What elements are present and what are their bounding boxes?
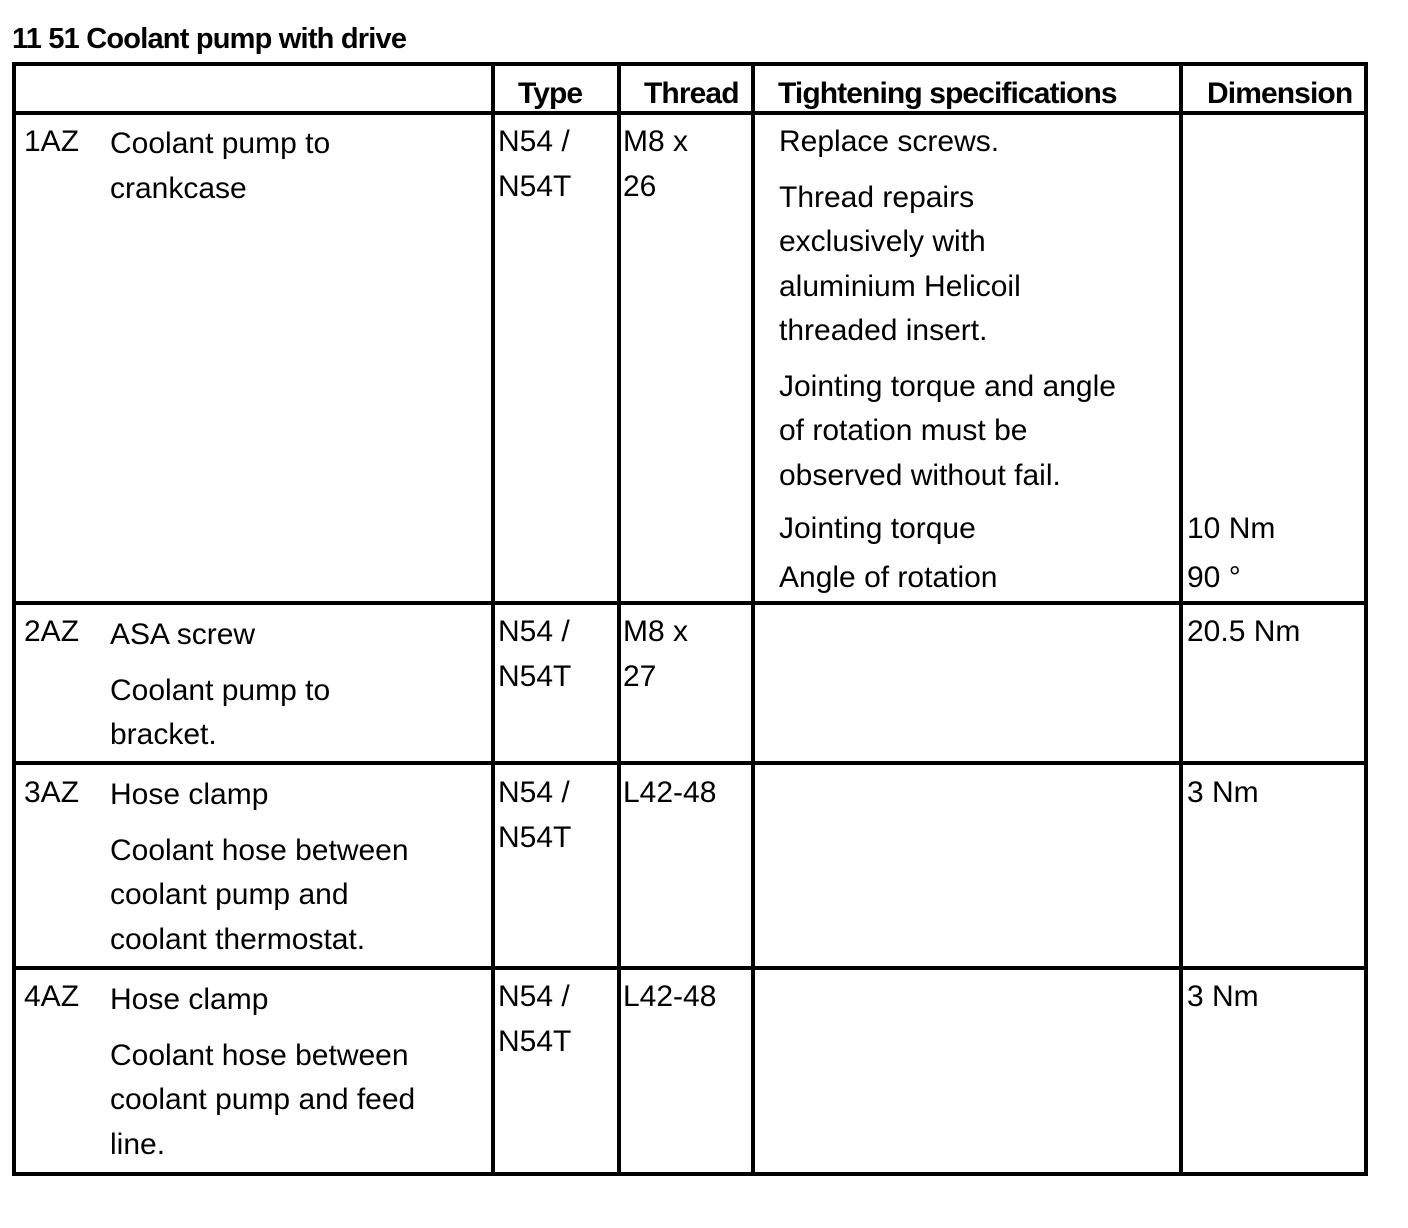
torque-spec-table [12,62,1368,1176]
spec-paragraph [779,365,1116,499]
description-paragraph [110,1034,415,1168]
row-code: 3AZ [24,776,80,809]
description-paragraph [110,613,330,658]
row-type [498,975,571,1064]
spec-label-jointing-torque: Jointing torque [779,512,976,545]
description-paragraph [110,773,409,818]
row-thread [623,771,716,816]
text-line: Coolant hose between [110,833,409,867]
header-tightening-specifications: Tightening specifications [778,77,1117,110]
header-dimension: Dimension [1207,77,1353,110]
text-line: exclusively with [779,225,986,258]
text-line: coolant thermostat. [110,922,366,956]
spec-label-angle-of-rotation: Angle of rotation [779,561,998,594]
description-paragraph [110,122,330,211]
row-description [110,978,415,1167]
row-description [110,773,409,962]
text-line: N54 / [498,776,570,809]
text-line: N54T [498,169,572,203]
text-line: bracket. [110,718,217,751]
dimension-jointing-torque: 10 Nm [1187,512,1276,545]
row-divider [16,966,1364,970]
row-description [110,122,330,211]
column-divider [1179,66,1183,1172]
text-line: Hose clamp [110,983,269,1016]
row-description [110,613,330,758]
text-line: of rotation must be [779,414,1028,447]
text-line: Thread repairs [779,180,975,214]
row-thread [623,610,688,699]
row-code: 1AZ [24,125,80,158]
text-line: ASA screw [110,618,256,651]
spec-paragraph [779,120,1116,165]
row-thread [623,975,716,1020]
text-line: Coolant hose between [110,1038,409,1072]
header-type: Type [518,77,583,110]
page-title: 11 51 Coolant pump with drive [12,23,407,55]
description-paragraph [110,829,409,963]
description-paragraph [110,978,415,1023]
text-line: N54T [498,820,572,854]
text-line: Hose clamp [110,778,269,811]
row-divider [16,601,1364,605]
text-line: M8 x [623,615,689,648]
text-line: Coolant pump to [110,127,331,160]
description-paragraph [110,669,330,758]
row-dimension: 3 Nm [1187,980,1259,1013]
row-dimension: 3 Nm [1187,776,1259,809]
text-line: crankcase [110,171,247,205]
row-thread [623,120,688,209]
row-code: 2AZ [24,615,80,648]
header-thread: Thread [644,77,739,110]
text-line: Jointing torque and angle [779,369,1116,403]
text-line: N54 / [498,125,570,158]
row-type [498,120,571,209]
row-code: 4AZ [24,980,80,1013]
text-line: Replace screws. [779,125,1000,158]
column-divider [491,66,495,1172]
text-line: N54 / [498,615,570,648]
text-line: L42-48 [623,776,717,809]
row-spec-notes [779,120,1116,498]
text-line: coolant pump and feed [110,1083,416,1116]
text-line: L42-48 [623,980,717,1013]
row-type [498,610,571,699]
text-line: line. [110,1127,166,1161]
text-line: Coolant pump to [110,673,331,707]
row-divider [16,761,1364,765]
row-type [498,771,571,860]
text-line: threaded insert. [779,314,988,347]
text-line: N54 / [498,980,570,1013]
text-line: 27 [623,659,657,693]
text-line: 26 [623,169,657,203]
spec-paragraph [779,176,1116,354]
text-line: aluminium Helicoil [779,269,1021,303]
dimension-angle-of-rotation: 90 ° [1187,561,1241,594]
text-line: coolant pump and [110,878,349,911]
text-line: N54T [498,1024,572,1058]
row-dimension: 20.5 Nm [1187,615,1301,648]
text-line: N54T [498,659,572,693]
text-line: M8 x [623,125,689,158]
column-divider [751,66,755,1172]
column-divider [617,66,621,1172]
text-line: observed without fail. [779,458,1061,492]
